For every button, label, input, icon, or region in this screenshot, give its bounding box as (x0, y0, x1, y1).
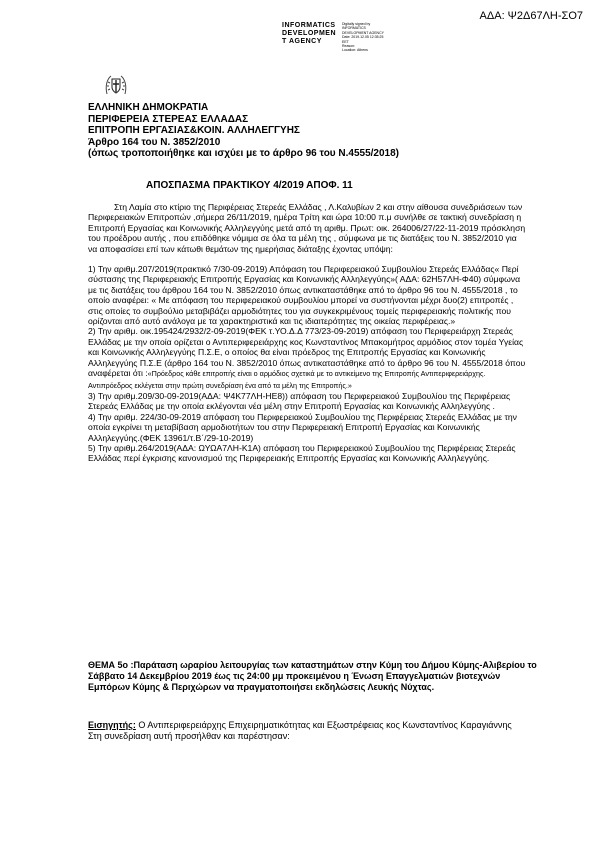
agency-line: DEVELOPMEN (282, 30, 337, 37)
list-item: 5) Την αριθμ.264/2019(ΑΔΑ: ΩΥΩΑ7ΛΗ-Κ1Α) απόφαση του Περιφερειακού Συμβουλίου της Περιφέρειας Στερεάς Ελλάδας περί έγκρισης κανονισμού της Περιφερειακής Επιτροπής Εργασίας και Κοινωνικής Αλληλεγγύης. (88, 442, 516, 464)
header-line: (όπως τροποποιήθηκε και ισχύει με το άρθρο 96 του Ν.4555/2018) (88, 148, 400, 159)
header-line: ΕΠΙΤΡΟΠΗ ΕΡΓΑΣΙΑΣ&ΚΟΙΝ. ΑΛΛΗΛΕΓΓΥΗΣ (88, 125, 300, 136)
rapporteur-label: Εισηγητής: (88, 720, 136, 730)
signature-line: DEVELOPMENT AGENCY (342, 30, 384, 35)
signature-line: Location: Athens (342, 48, 368, 53)
list-item: 4) Την αριθμ. 224/30-09-2019 απόφαση του Περιφερειακού Συμβουλίου της Περιφέρειας Στερεάς Ελλάδας με την οποία εγκρίνει τη μεταβίβαση αρμοδιοτήτων του στην Περιφερειακή Επιτροπή Εργασίας και Κοινωνικής Αλληλεγγύης.(ΦΕΚ 13961/τ.Β΄/29-10-2019) (88, 411, 517, 443)
header-line: Άρθρο 164 του Ν. 3852/2010 (88, 136, 221, 148)
greek-emblem-icon (103, 72, 129, 98)
list-item-text: 2) Την αριθμ. οικ.195424/2932/2-09-2019(ΦΕΚ τ.ΥΟ.Δ.Δ 773/23-09-2019) απόφαση του Περιφερειάρχη Στερεάς Ελλάδας με την οποία ορίζεται ο Αντιπεριφερειάρχης κος Κωνσταντίνος Μπακομήτρος αρμόδιος στον τομέα Υγείας και Κοινωνικής Αλληλεγγύης Π.Σ.Ε, ο οποίος θα είναι πρόεδρος της Επιτροπής Εργασίας και Κοινωνικής Αλληλεγγύης Π.Σ.Ε (άρθρο 164 του Ν. 3852/2010 όπως αντικαταστάθηκε από το άρθρο 96 του Ν. 4555/2018 όπου αναφέρεται ότι : (88, 326, 526, 379)
rapporteur-line (88, 720, 538, 731)
rapporteur-section (88, 720, 538, 742)
signature-details (342, 22, 384, 53)
list-item-quote: «Πρόεδρος κάθε επιτροπής είναι ο αρμόδιος σχετικά με το αντικείμενο της Επιτροπής Αντιπεριφερειάρχης. Αντιπρόεδρος εκλέγεται στην πρώτη συνεδρίαση ένα από τα μέλη της Επιτροπής.» (88, 369, 486, 390)
signature-line: EET (342, 39, 349, 44)
attendance-line: Στη συνεδρίαση αυτή προσήλθαν και παρέστησαν: (88, 731, 290, 741)
document-header (88, 102, 399, 160)
rapporteur-name: Ο Αντιπεριφερειάρχης Επιχειρηματικότητας και Εξωστρέφειας κος Κωνσταντίνος Καραγιάννης (135, 720, 512, 730)
signature-line: Reason: (342, 44, 356, 49)
topic-label: ΘΕΜΑ 5ο (88, 660, 129, 670)
ada-code: ΑΔΑ: Ψ2Δ67ΛΗ-ΣΟ7 (479, 10, 583, 22)
signature-line: Digitally signed by (342, 22, 371, 26)
header-line: ΠΕΡΙΦΕΡΕΙΑ ΣΤΕΡΕΑΣ ΕΛΛΑΔΑΣ (88, 113, 249, 125)
signature-line: Date: 2019.12.05 12:35:25 (342, 35, 384, 40)
intro-paragraph: Στη Λαμία στο κτίριο της Περιφέρειας Στερεάς Ελλάδας , Λ.Καλυβίων 2 και στην αίθουσα συνεδριάσεων των Περιφερειακών Επιτροπών ,σήμερα 26/11/2019, ημέρα Τρίτη και ώρα 10:00 π.μ συνήλθε σε τακτική συνεδρίαση η Επιτροπή Εργασίας και Κοινωνικής Αλληλεγγύης μετά από τη αριθμ. Πρωτ: οικ. 264006/27/22-11-2019 πρόσκληση του προέδρου αυτής , που επιδόθηκε νόμιμα σε όλα τα μέλη της , σύμφωνα με τις διατάξεις του Ν. 3852/2010 για να αποφασίσει επί των κάτωθι θεμάτων της ημερήσιας διάταξης έχοντας υπόψη: (88, 202, 526, 254)
signature-agency-name (282, 22, 336, 46)
list-item: 1) Την αριθμ.207/2019(πρακτικό 7/30-09-2019) Απόφαση του Περιφερειακού Συμβουλίου Στερεάς Ελλάδας« Περί σύστασης της Περιφερειακής Επιτροπής Εργασίας και Κοινωνικής Αλληλεγγύης»( ΑΔΑ: 62Η57ΛΗ-Φ40) σύμφωνα με τις διατάξεις του άρθρου 164 του Ν. 3852/2010 όπως αντικαταστάθηκε από το άρθρο 96 του Ν. 4555/2018 , το οποίο αναφέρει: « Με απόφαση του περιφερειακού συμβουλίου μπορεί να συστήνονται μέχρι δυο(2) επιτροπές , στις οποίες το συμβούλιο μεταβιβάζει αρμοδιότητες του για συγκεκριμένους τομείς περιφερειακής πολιτικής που ορίζονται από αυτό ανάλογα με τα χαρακτηριστικά και τις ιδιαιτερότητες της οικείας περιφέρειας.» (88, 264, 521, 327)
topic-text: :Παράταση ωραρίου λειτουργίας των καταστημάτων στην Κύμη του Δήμου Κύμης-Αλιβερίου το Σάββατο 14 Δεκεμβρίου 2019 έως τις 24:00 μμ προκειμένου η Ένωση Επαγγελματιών βιοτεχνών Εμπόρων Κύμης & Περιχώρων να πραγματοποιήσει εκδηλώσεις Λευκής Νύχτας. (88, 660, 537, 692)
list-item: 3) Την αριθμ.209/30-09-2019(ΑΔΑ: Ψ4Κ77ΛΗ-ΗΕ8)) απόφαση του Περιφερειακού Συμβουλίου της Περιφέρειας Στερεάς Ελλάδας με την οποία εκλέγονται νέα μέλη στην Επιτροπή Εργασίας και Κοινωνικής Αλληλεγγύης . (88, 390, 511, 412)
agency-line: T AGENCY (282, 38, 322, 45)
list-item (88, 326, 528, 390)
agency-line: INFORMATICS (282, 22, 336, 29)
header-line: ΕΛΛΗΝΙΚΗ ΔΗΜΟΚΡΑΤΙΑ (88, 102, 209, 113)
document-body (88, 202, 528, 464)
agenda-topic (88, 660, 538, 693)
extract-title: ΑΠΟΣΠΑΣΜΑ ΠΡΑΚΤΙΚΟΥ 4/2019 ΑΠΟΦ. 11 (146, 180, 353, 191)
signature-line: INFORMATICS (342, 26, 366, 31)
